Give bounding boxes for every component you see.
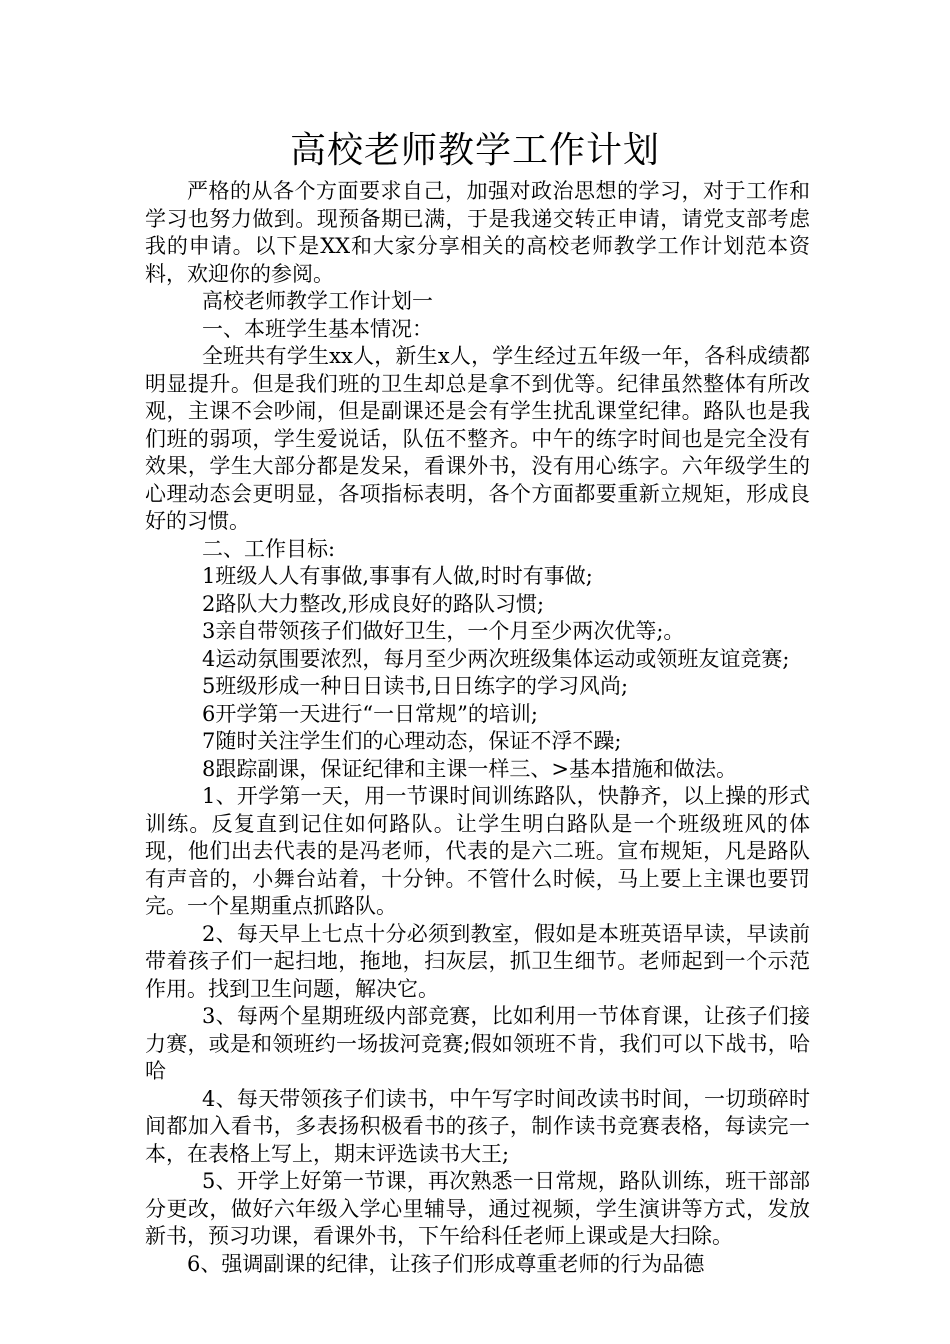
paragraph: 2、每天早上七点十分必须到教室，假如是本班英语早读，早读前带着孩子们一起扫地，拖地，扫灰层，抓卫生细节。老师起到一个示范作用。找到卫生问题，解决它。 xyxy=(145,921,810,1001)
paragraph: 一、本班学生基本情况： xyxy=(202,316,433,341)
paragraph: 严格的从各个方面要求自己，加强对政治思想的学习，对于工作和学习也努力做到。现预备期已满，于是我递交转正申请，请党支部考虑我的申请。以下是XX和大家分享相关的高校老师教学工作计划范本资料，欢迎你的参阅。 xyxy=(145,179,810,286)
paragraph: 二、工作目标: xyxy=(202,536,336,561)
document-title: 高校老师教学工作计划 xyxy=(289,130,660,171)
paragraph: 1、开学第一天，用一节课时间训练路队，快静齐，以上操的形式训练。反复直到记住如何路队。让学生明白路队是一个班级班风的体现，他们出去代表的是冯老师，代表的是六二班。宣布规矩，凡是路队有声音的，小舞台站着，十分钟。不管什么时候，马上要上主课也要罚完。一个星期重点抓路队。 xyxy=(145,784,810,918)
paragraph: 1班级人人有事做,事事有人做,时时有事做; xyxy=(202,564,593,588)
paragraph: 7随时关注学生们的心理动态，保证不浮不躁; xyxy=(202,729,622,753)
paragraph: 2路队大力整改,形成良好的路队习惯; xyxy=(202,591,545,616)
paragraph: 8跟踪副课，保证纪律和主课一样三、>基本措施和做法。 xyxy=(202,756,737,781)
paragraph: 全班共有学生xx人，新生x人，学生经过五年级一年，各科成绩都明显提升。但是我们班的卫生却总是拿不到优等。纪律虽然整体有所改观，主课不会吵闹，但是副课还是会有学生扰乱课堂纪律。路队也是我们班的弱项，学生爱说话，队伍不整齐。中午的练字时间也是完全没有效果，学生大部分都是发呆，看课外书，没有用心练字。六年级学生的心理动态会更明显，各项指标表明，各个方面都要重新立规矩，形成良好的习惯。 xyxy=(145,344,810,533)
paragraph: 5、开学上好第一节课，再次熟悉一日常规，路队训练，班干部部分更改，做好六年级入学心里辅导，通过视频，学生演讲等方式，发放新书，预习功课，看课外书，下午给科任老师上课或是大扫除。 xyxy=(145,1169,810,1248)
paragraph: 5班级形成一种日日读书,日日练字的学习风尚; xyxy=(202,674,629,698)
paragraph: 6开学第一天进行“一日常规”的培训; xyxy=(202,701,538,726)
paragraph: 4、每天带领孩子们读书，中午写字时间改读书时间，一切琐碎时间都加入看书，多表扬积极看书的孩子，制作读书竞赛表格，每读完一本，在表格上写上，期末评选读书大王; xyxy=(145,1086,810,1166)
paragraph: 3、每两个星期班级内部竞赛，比如利用一节体育课，让孩子们接力赛，或是和领班约一场拔河竞赛;假如领班不肯，我们可以下战书，哈哈 xyxy=(145,1004,810,1083)
paragraph: 4运动氛围要浓烈，每月至少两次班级集体运动或领班友谊竞赛; xyxy=(202,646,790,671)
paragraph: 6、强调副课的纪律，让孩子们形成尊重老师的行为品德 xyxy=(187,1251,705,1276)
paragraph: 高校老师教学工作计划一 xyxy=(202,289,433,313)
document-body xyxy=(145,178,810,1278)
paragraph: 3亲自带领孩子们做好卫生，一个月至少两次优等;。 xyxy=(202,619,685,643)
